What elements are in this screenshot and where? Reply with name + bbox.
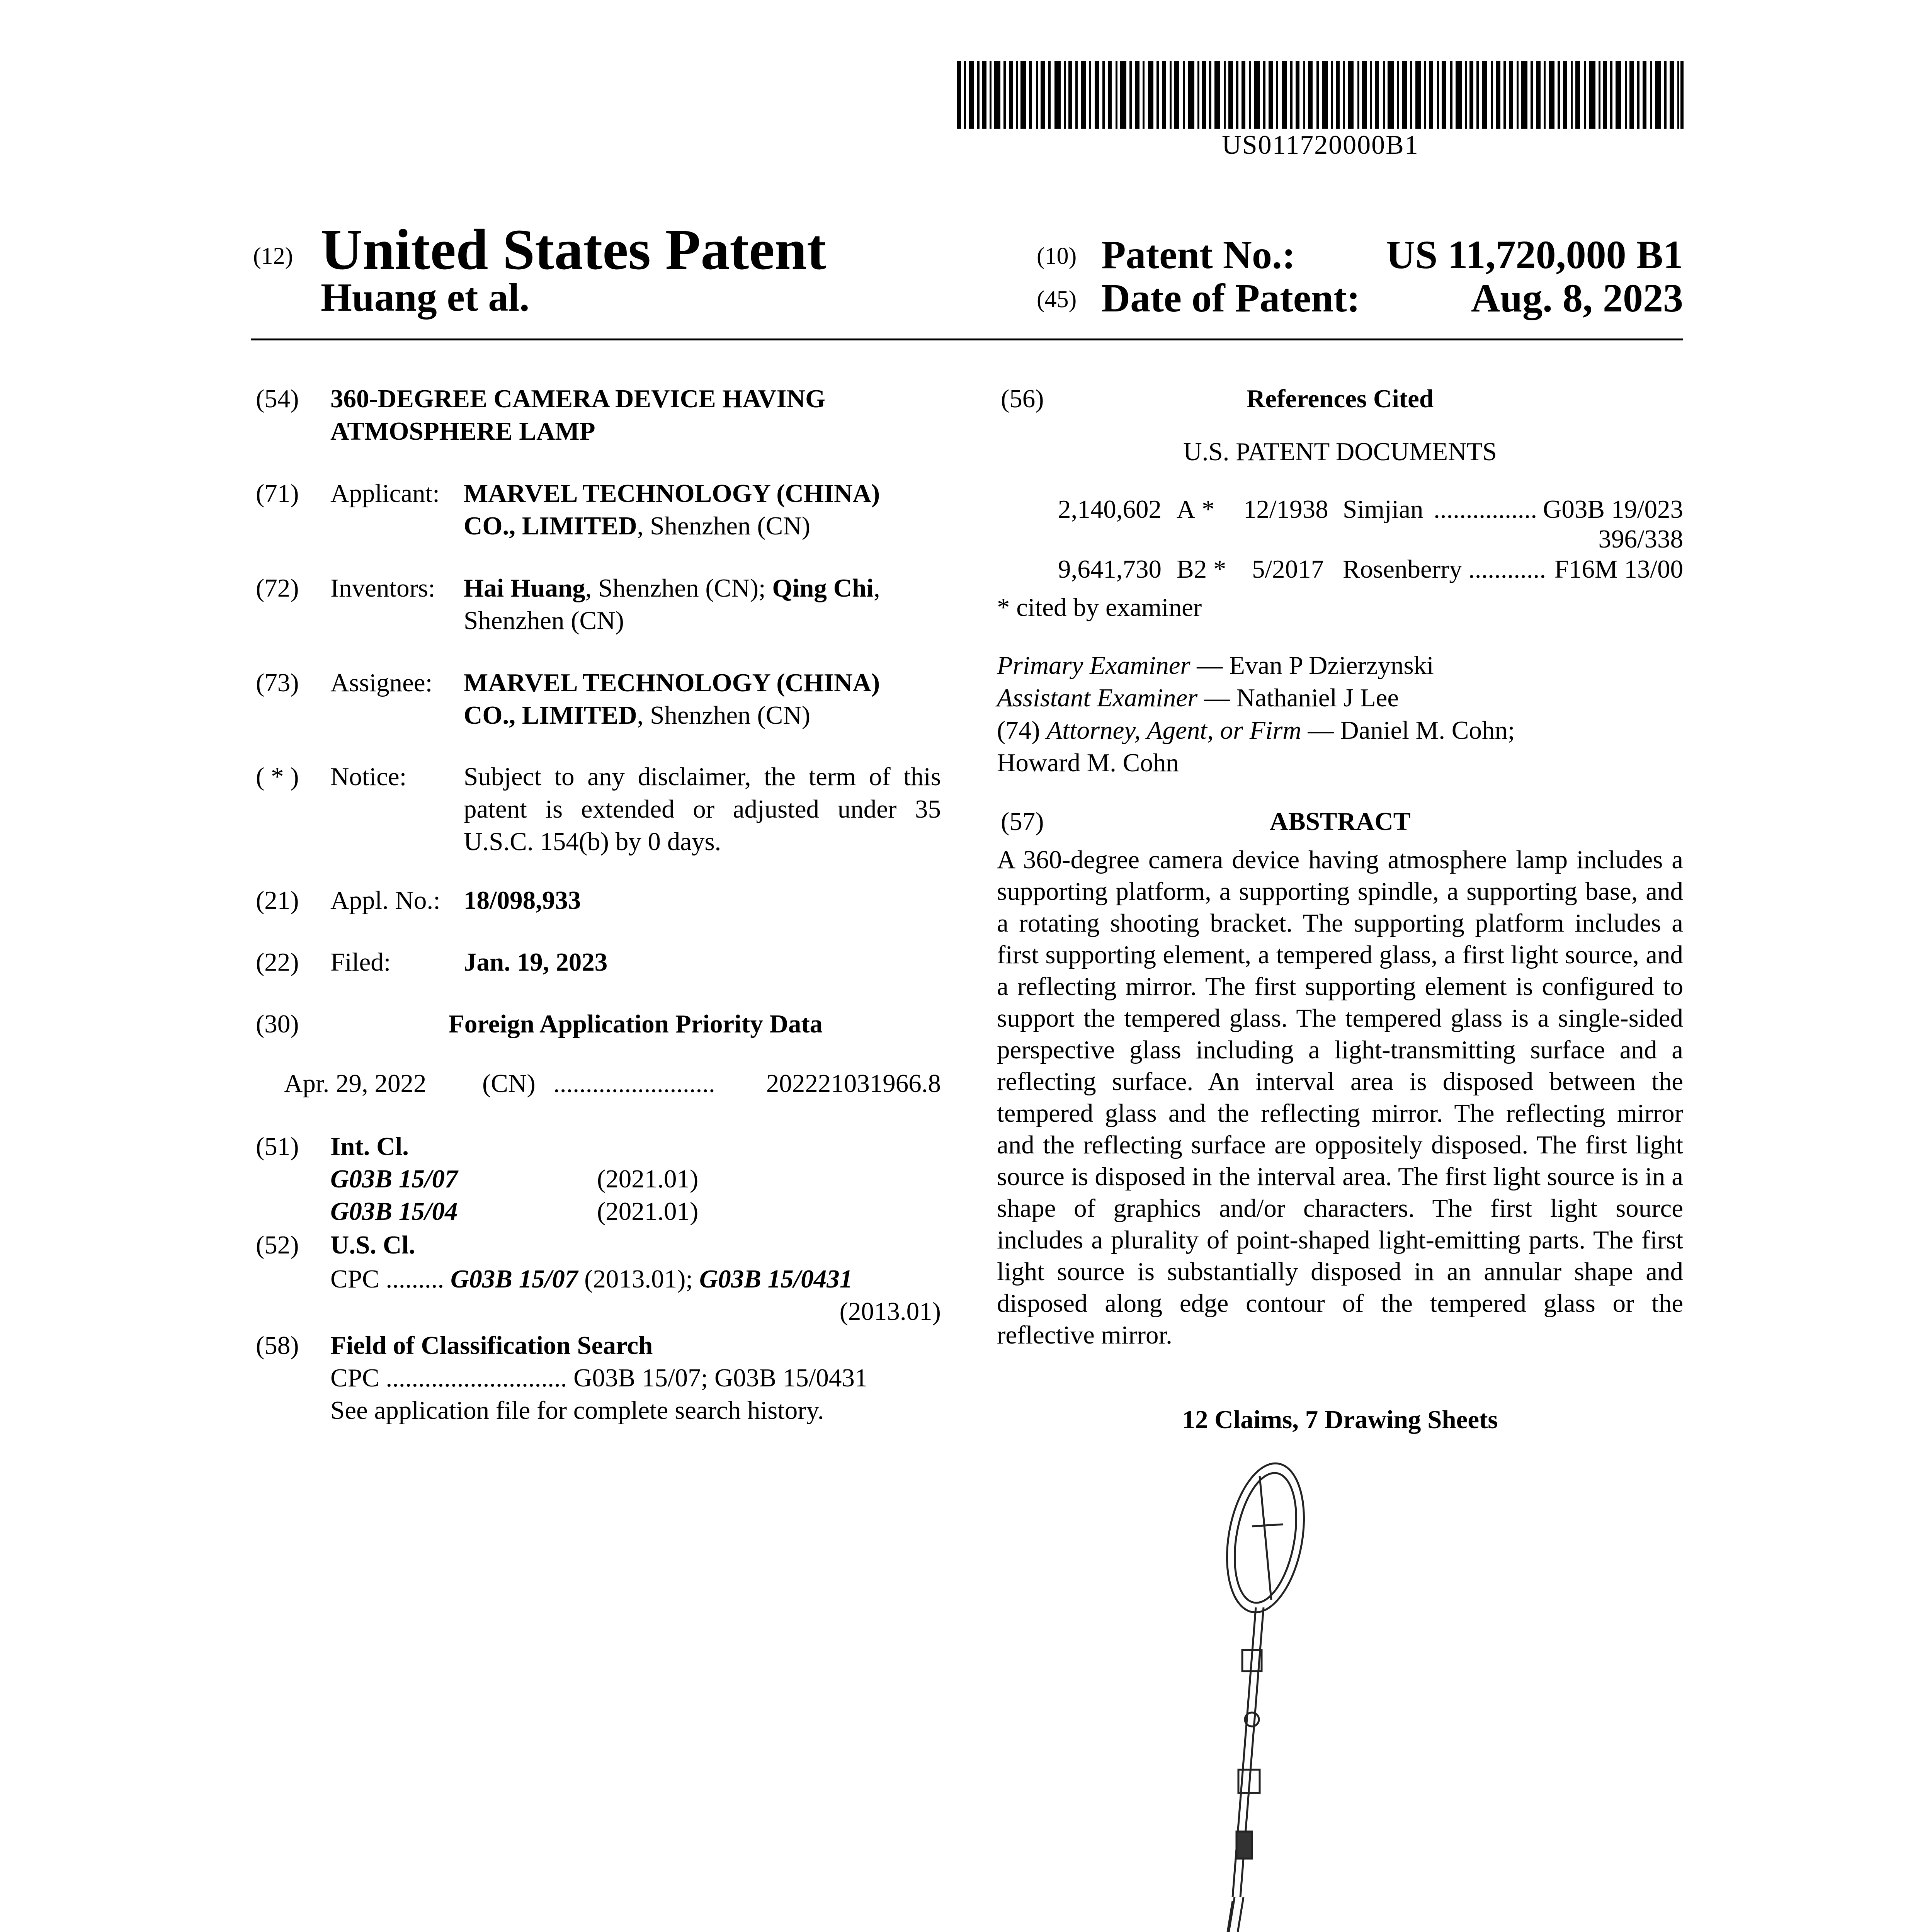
assignee-location: , Shenzhen (CN) [637, 701, 811, 730]
us-cl-label: U.S. Cl. [330, 1231, 415, 1259]
us-patent-documents-heading: U.S. PATENT DOCUMENTS [1183, 437, 1497, 466]
applicant-name-bold: CO., LIMITED [464, 512, 637, 540]
notice-label: Notice: [330, 762, 407, 791]
attorney-label: Attorney, Agent, or Firm [1046, 716, 1301, 745]
claims-summary: 12 Claims, 7 Drawing Sheets [1182, 1405, 1498, 1434]
code-72: (72) [256, 574, 299, 602]
ref-dots: ................ [1434, 495, 1537, 524]
filed-date: Jan. 19, 2023 [464, 948, 608, 976]
ref-class: F16M 13/00 [1554, 555, 1683, 583]
int-cl-code: G03B 15/07 [330, 1165, 458, 1193]
appl-no: 18/098,933 [464, 886, 581, 915]
patent-authors: Huang et al. [321, 275, 530, 320]
inventor-2: Qing Chi [772, 574, 874, 602]
ref-dots: ............ [1468, 555, 1546, 583]
ref-date: 12/1938 [1243, 495, 1328, 524]
barcode-number: US011720000B1 [1222, 130, 1419, 160]
cpc-code-1: G03B 15/07 [450, 1265, 578, 1293]
code-57: (57) [1001, 807, 1044, 836]
inventors-label: Inventors: [330, 574, 435, 602]
header-rule [251, 338, 1683, 340]
cpc-line [330, 1263, 852, 1295]
date-of-patent-label: Date of Patent: [1101, 276, 1360, 320]
code-45: (45) [1037, 286, 1077, 313]
device-drawing [599, 1453, 1642, 1932]
code-56: (56) [1001, 384, 1044, 413]
attorney-name: — Daniel M. Cohn; [1301, 716, 1515, 745]
foreign-priority-heading: Foreign Application Priority Data [448, 1010, 823, 1038]
field-cpc-label: CPC [330, 1364, 379, 1392]
patent-title: United States Patent [321, 218, 827, 282]
code-21: (21) [256, 886, 299, 915]
code-54: (54) [256, 384, 299, 413]
applicant-name-line2 [464, 510, 810, 542]
foreign-dots: ......................... [553, 1069, 715, 1098]
ref-name: Rosenberry [1343, 555, 1462, 583]
field-search-note: See application file for complete search history. [330, 1396, 824, 1425]
assignee-name-bold: CO., LIMITED [464, 701, 637, 730]
date-of-patent: Aug. 8, 2023 [1471, 276, 1683, 320]
invention-title-line2: ATMOSPHERE LAMP [330, 417, 595, 446]
attorney-name-2: Howard M. Cohn [997, 748, 1179, 777]
ref-number: 2,140,602 [1058, 495, 1162, 524]
inventor-1-location: , Shenzhen (CN); [585, 574, 772, 602]
field-cpc-line [330, 1362, 867, 1394]
abstract-text: A 360-degree camera device having atmosphere lamp includes a supporting platform, a supporting spindle, a supporting base, and a rotating shooting bracket. The supporting platform includes a first supporting element, a tempered glass, a first light source, and a reflecting mirror. The first supporting element is configured to support the tempered glass. The tempered glass is a single-sided perspective glass including a light-transmitting surface and a reflecting surface. An interval area is disposed between the tempered glass and the reflecting mirror. The reflecting mirror and the reflecting surface are oppositely disposed. The first light source is disposed in the interval area. The first light source is in a shape of graphics and/or characters. The first light source includes a plurality of point-shaped light-emitting parts. The first light source is substantially disposed in an annular shape and disposed along edge contour of the tempered glass or the reflective mirror. [997, 845, 1683, 1349]
notice-text: Subject to any disclaimer, the term of this patent is extended or adjusted under 35 U.S.C. 154(b) by 0 days. [464, 762, 941, 856]
assignee-name-line1: MARVEL TECHNOLOGY (CHINA) [464, 668, 880, 697]
foreign-date: Apr. 29, 2022 [284, 1069, 427, 1098]
ref-name: Simjian [1343, 495, 1423, 524]
ref-number: 9,641,730 [1058, 555, 1162, 583]
int-cl-date: (2021.01) [597, 1165, 699, 1193]
code-74: (74) [997, 716, 1040, 745]
patent-number: US 11,720,000 B1 [1386, 233, 1683, 277]
assistant-examiner-label: Assistant Examiner [997, 684, 1198, 712]
code-73: (73) [256, 668, 299, 697]
ref-kind: A [1177, 495, 1196, 524]
code-52: (52) [256, 1231, 299, 1259]
assignee-label: Assignee: [330, 668, 433, 697]
patent-no-label: Patent No.: [1101, 233, 1296, 277]
code-10: (10) [1037, 243, 1077, 269]
int-cl-code: G03B 15/04 [330, 1197, 458, 1226]
cpc-date-1: (2013.01); [578, 1265, 699, 1293]
filed-label: Filed: [330, 948, 391, 976]
inventor-2-comma: , [873, 574, 880, 602]
field-cpc-codes: G03B 15/07; G03B 15/0431 [573, 1364, 868, 1392]
ref-star: * [1213, 555, 1226, 583]
ref-class: G03B 19/023 [1543, 495, 1683, 524]
attorney-line [997, 714, 1515, 747]
int-cl-date: (2021.01) [597, 1197, 699, 1226]
appl-no-label: Appl. No.: [330, 886, 440, 915]
cpc-code-2: G03B 15/0431 [699, 1265, 853, 1293]
ref-date: 5/2017 [1252, 555, 1324, 583]
assignee-name-line2 [464, 699, 810, 731]
assistant-examiner [997, 682, 1399, 714]
primary-examiner-label: Primary Examiner [997, 651, 1190, 680]
code-71: (71) [256, 479, 299, 508]
references-heading: References Cited [1246, 384, 1434, 413]
applicant-location: , Shenzhen (CN) [637, 512, 811, 540]
code-58: (58) [256, 1331, 299, 1360]
inventors-line1 [464, 572, 880, 604]
int-cl-label: Int. Cl. [330, 1132, 409, 1161]
primary-examiner-name: — Evan P Dzierzynski [1190, 651, 1434, 680]
foreign-number: 202221031966.8 [766, 1069, 941, 1098]
ref-class-secondary: 396/338 [1598, 525, 1683, 553]
invention-title-line1: 360-DEGREE CAMERA DEVICE HAVING [330, 384, 826, 413]
inventor-1: Hai Huang [464, 574, 585, 602]
code-30: (30) [256, 1010, 299, 1038]
cpc-date-2: (2013.01) [839, 1297, 941, 1326]
primary-examiner [997, 649, 1434, 682]
cpc-label: CPC [330, 1265, 379, 1293]
assistant-examiner-name: — Nathaniel J Lee [1197, 684, 1399, 712]
code-notice: ( * ) [256, 762, 299, 791]
code-12: (12) [253, 243, 293, 269]
abstract-heading: ABSTRACT [1269, 807, 1411, 836]
code-22: (22) [256, 948, 299, 976]
ref-star: * [1202, 495, 1215, 524]
cited-by-examiner: * cited by examiner [997, 593, 1202, 622]
code-51: (51) [256, 1132, 299, 1161]
foreign-country: (CN) [482, 1069, 536, 1098]
ref-kind: B2 [1177, 555, 1207, 583]
inventor-2-location: Shenzhen (CN) [464, 606, 624, 635]
barcode [957, 61, 1684, 129]
applicant-label: Applicant: [330, 479, 440, 508]
field-search-label: Field of Classification Search [330, 1331, 653, 1360]
field-cpc-dots: ............................ [386, 1364, 567, 1392]
applicant-name-line1: MARVEL TECHNOLOGY (CHINA) [464, 479, 880, 508]
cpc-dots: ......... [386, 1265, 444, 1293]
